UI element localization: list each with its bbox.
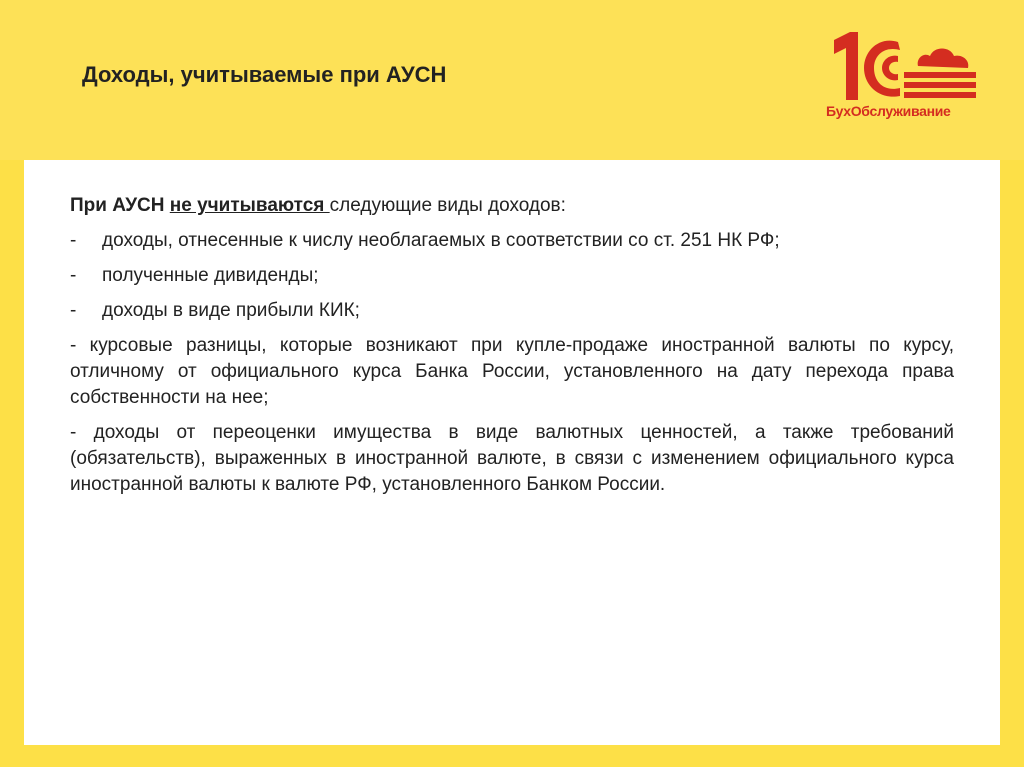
list-item	[70, 298, 954, 324]
logo-caption: БухОбслуживание	[826, 103, 951, 119]
intro-suffix: следующие виды доходов:	[329, 195, 566, 216]
page-title: Доходы, учитываемые при АУСН	[82, 62, 447, 87]
list-dash: -	[70, 265, 77, 286]
list-item-text: доходы в виде прибыли КИК;	[102, 300, 360, 321]
list-item-text: полученные дивиденды;	[102, 265, 319, 286]
list-item	[70, 228, 954, 254]
list-dash: -	[70, 300, 77, 321]
paragraph-exchange-differences: - курсовые разницы, которые возникают при купле-продаже иностранной валюты по курсу, отличному от официального курса Банка России, установленного на дату перехода права собственности на нее;	[70, 335, 954, 408]
intro-prefix: При АУСН	[70, 195, 170, 216]
content-panel	[24, 160, 1000, 745]
list-dash: -	[70, 230, 77, 251]
list-item	[70, 263, 954, 289]
header-band	[0, 0, 1024, 160]
paragraph-revaluation: - доходы от переоценки имущества в виде валютных ценностей, а также требований (обязательств), выраженных в иностранной валюте, в связи с изменением официального курса иностранной валюты к валюте РФ, установленного Банком России.	[70, 422, 954, 495]
intro-emphasis: не учитываются	[169, 195, 330, 216]
intro-line	[70, 193, 954, 219]
list-item-text: доходы, отнесенные к числу необлагаемых в соответствии со ст. 251 НК РФ;	[102, 230, 780, 251]
content-text	[70, 193, 954, 507]
